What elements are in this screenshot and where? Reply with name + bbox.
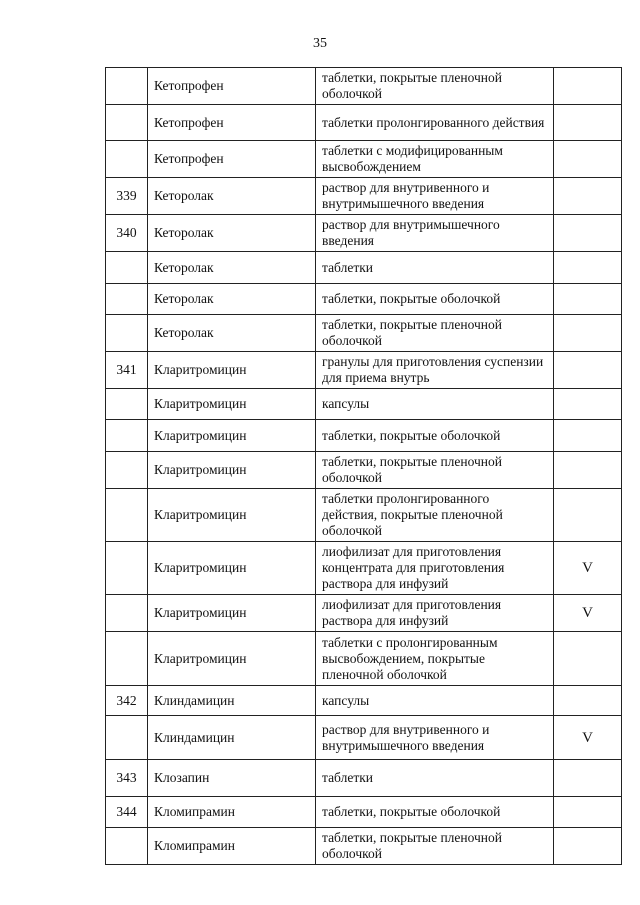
row-number [106, 68, 148, 105]
drug-name: Кларитромицин [148, 452, 316, 489]
vital-mark: V [554, 595, 622, 632]
vital-mark [554, 489, 622, 542]
drug-name: Кеторолак [148, 284, 316, 315]
drug-name: Кеторолак [148, 178, 316, 215]
vital-mark [554, 178, 622, 215]
vital-mark [554, 141, 622, 178]
row-number [106, 420, 148, 452]
row-number: 340 [106, 215, 148, 252]
table-row [106, 105, 622, 141]
table-row [106, 420, 622, 452]
row-number [106, 141, 148, 178]
dosage-form: таблетки, покрытые оболочкой [316, 797, 554, 828]
dosage-form: раствор для внутривенного и внутримышечного введения [316, 178, 554, 215]
dosage-form: капсулы [316, 686, 554, 716]
row-number: 344 [106, 797, 148, 828]
table-row [106, 452, 622, 489]
table-row [106, 215, 622, 252]
vital-mark [554, 284, 622, 315]
row-number [106, 389, 148, 420]
row-number [106, 542, 148, 595]
vital-mark [554, 352, 622, 389]
row-number: 341 [106, 352, 148, 389]
dosage-form: таблетки, покрытые пленочной оболочкой [316, 315, 554, 352]
table-row [106, 828, 622, 865]
drug-name: Кетопрофен [148, 141, 316, 178]
page-number: 35 [313, 36, 327, 51]
drug-name: Кеторолак [148, 315, 316, 352]
table-row [106, 141, 622, 178]
table-row [106, 716, 622, 760]
row-number [106, 632, 148, 686]
drug-name: Кломипрамин [148, 797, 316, 828]
row-number [106, 105, 148, 141]
row-number [106, 828, 148, 865]
dosage-form: таблетки с модифицированным высвобождением [316, 141, 554, 178]
drug-name: Кларитромицин [148, 542, 316, 595]
row-number [106, 315, 148, 352]
vital-mark [554, 632, 622, 686]
dosage-form: капсулы [316, 389, 554, 420]
drug-name: Клозапин [148, 760, 316, 797]
dosage-form: таблетки [316, 252, 554, 284]
dosage-form: таблетки [316, 760, 554, 797]
table-row [106, 284, 622, 315]
row-number [106, 284, 148, 315]
row-number [106, 595, 148, 632]
vital-mark [554, 315, 622, 352]
dosage-form: таблетки, покрытые пленочной оболочкой [316, 828, 554, 865]
drug-name: Кломипрамин [148, 828, 316, 865]
table-row [106, 686, 622, 716]
drug-name: Кларитромицин [148, 389, 316, 420]
drug-name: Кеторолак [148, 252, 316, 284]
table-row [106, 797, 622, 828]
row-number: 342 [106, 686, 148, 716]
vital-mark [554, 420, 622, 452]
table-row [106, 352, 622, 389]
row-number: 343 [106, 760, 148, 797]
drug-name: Кларитромицин [148, 420, 316, 452]
dosage-form: лиофилизат для приготовления раствора для инфузий [316, 595, 554, 632]
row-number [106, 452, 148, 489]
dosage-form: таблетки, покрытые пленочной оболочкой [316, 452, 554, 489]
vital-mark [554, 105, 622, 141]
dosage-form: таблетки, покрытые оболочкой [316, 284, 554, 315]
table-row [106, 542, 622, 595]
row-number: 339 [106, 178, 148, 215]
vital-mark [554, 797, 622, 828]
dosage-form: раствор для внутримышечного введения [316, 215, 554, 252]
dosage-form: таблетки, покрытые пленочной оболочкой [316, 68, 554, 105]
drug-name: Клиндамицин [148, 686, 316, 716]
drug-name: Кларитромицин [148, 595, 316, 632]
drug-name: Кеторолак [148, 215, 316, 252]
dosage-form: таблетки пролонгированного действия, покрытые пленочной оболочкой [316, 489, 554, 542]
dosage-form: таблетки пролонгированного действия [316, 105, 554, 141]
table-row [106, 389, 622, 420]
row-number [106, 252, 148, 284]
table-row [106, 315, 622, 352]
table-row [106, 595, 622, 632]
dosage-form: раствор для внутривенного и внутримышечного введения [316, 716, 554, 760]
vital-mark [554, 760, 622, 797]
dosage-form: лиофилизат для приготовления концентрата для приготовления раствора для инфузий [316, 542, 554, 595]
vital-mark [554, 452, 622, 489]
row-number [106, 716, 148, 760]
table-row [106, 178, 622, 215]
dosage-form: гранулы для приготовления суспензии для приема внутрь [316, 352, 554, 389]
drug-name: Кларитромицин [148, 352, 316, 389]
table-row [106, 760, 622, 797]
vital-mark [554, 389, 622, 420]
table-row [106, 632, 622, 686]
vital-mark: V [554, 716, 622, 760]
vital-mark [554, 215, 622, 252]
table-row [106, 489, 622, 542]
vital-mark: V [554, 542, 622, 595]
vital-mark [554, 828, 622, 865]
drug-name: Клиндамицин [148, 716, 316, 760]
vital-mark [554, 68, 622, 105]
drug-name: Кларитромицин [148, 489, 316, 542]
drug-name: Кларитромицин [148, 632, 316, 686]
drug-name: Кетопрофен [148, 68, 316, 105]
table-row [106, 252, 622, 284]
vital-mark [554, 252, 622, 284]
dosage-form: таблетки с пролонгированным высвобождением, покрытые пленочной оболочкой [316, 632, 554, 686]
dosage-form: таблетки, покрытые оболочкой [316, 420, 554, 452]
drug-table [105, 67, 622, 865]
vital-mark [554, 686, 622, 716]
drug-name: Кетопрофен [148, 105, 316, 141]
table-row [106, 68, 622, 105]
row-number [106, 489, 148, 542]
